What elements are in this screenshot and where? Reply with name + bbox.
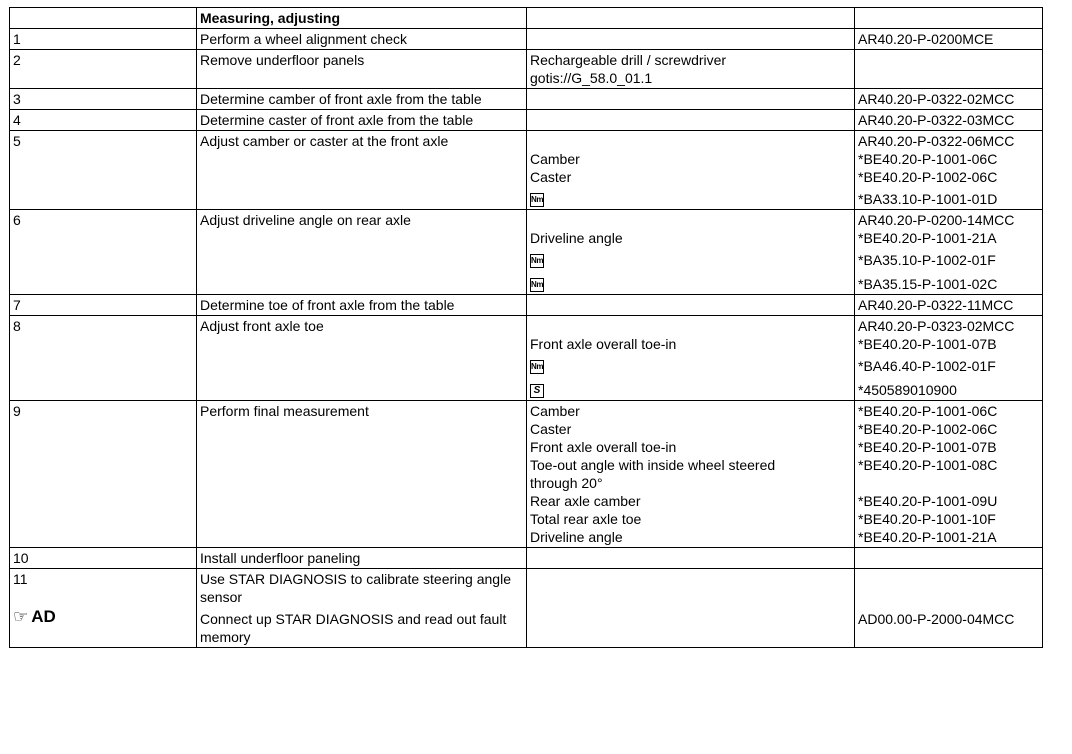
spec-label: Front axle overall toe-in (530, 336, 677, 352)
table-row (10, 295, 1043, 316)
step-number: 6 (10, 210, 197, 295)
step-subdescription: Connect up STAR DIAGNOSIS and read out fault memory (200, 611, 507, 645)
table-row (10, 401, 1043, 548)
table-row (10, 316, 1043, 401)
document-link[interactable]: *BA35.10-P-1002-01F (858, 252, 996, 268)
step-description: Adjust front axle toe (197, 316, 527, 401)
document-link[interactable]: *BA46.40-P-1002-01F (858, 358, 996, 374)
step-number: 3 (10, 89, 197, 110)
step-description: Determine toe of front axle from the table (197, 295, 527, 316)
step-description: Adjust driveline angle on rear axle (197, 210, 527, 295)
document-link[interactable]: *BE40.20-P-1001-10F (858, 511, 996, 527)
diagnosis-marker (13, 608, 56, 626)
spec-label: Front axle overall toe-in (530, 439, 677, 455)
document-link[interactable]: AR40.20-P-0322-06MCC (858, 133, 1015, 149)
step-number: 2 (10, 50, 197, 89)
spec-label: Camber (530, 403, 580, 419)
step-description: Remove underfloor panels (197, 50, 527, 89)
tool-name: Rechargeable drill / screwdriver (530, 52, 727, 68)
step-description: Determine caster of front axle from the table (197, 110, 527, 131)
document-link[interactable]: AD00.00-P-2000-04MCC (858, 611, 1015, 627)
document-link[interactable]: *450589010900 (858, 382, 957, 398)
table-row (10, 110, 1043, 131)
step-number: 10 (10, 548, 197, 569)
document-link[interactable]: *BE40.20-P-1001-21A (858, 230, 997, 246)
table-row (10, 569, 1043, 648)
torque-icon[interactable]: Nm (530, 193, 544, 207)
spec-label: Driveline angle (530, 230, 623, 246)
document-link[interactable]: AR40.20-P-0200MCE (855, 29, 1043, 50)
spec-label: Caster (530, 421, 572, 437)
diagnosis-label: AD (31, 607, 56, 626)
document-link[interactable]: AR40.20-P-0322-02MCC (855, 89, 1043, 110)
step-description: Perform final measurement (197, 401, 527, 548)
document-link[interactable]: *BA35.15-P-1001-02C (858, 276, 998, 292)
pointing-hand-icon: ☞ (13, 607, 29, 626)
step-number: 1 (10, 29, 197, 50)
step-number: 5 (10, 131, 197, 210)
document-link[interactable]: *BE40.20-P-1001-07B (858, 336, 997, 352)
step-number: 7 (10, 295, 197, 316)
document-link[interactable]: AR40.20-P-0323-02MCC (858, 318, 1015, 334)
torque-icon[interactable]: Nm (530, 278, 544, 292)
step-description: Install underfloor paneling (197, 548, 527, 569)
document-link[interactable]: *BE40.20-P-1001-06C (858, 403, 998, 419)
step-number: 8 (10, 316, 197, 401)
spec-label: Total rear axle toe (530, 511, 642, 527)
document-link[interactable]: AR40.20-P-0322-11MCC (855, 295, 1043, 316)
special-tool-icon[interactable]: S (530, 384, 544, 398)
document-link[interactable]: AR40.20-P-0322-03MCC (855, 110, 1043, 131)
step-description: Adjust camber or caster at the front axle (197, 131, 527, 210)
step-number: 11 (13, 571, 28, 587)
table-row (10, 50, 1043, 89)
table-row (10, 89, 1043, 110)
document-link[interactable]: *BA33.10-P-1001-01D (858, 191, 998, 207)
spec-label: Rear axle camber (530, 493, 641, 509)
table-header-row (10, 8, 1043, 29)
step-number: 9 (10, 401, 197, 548)
spec-label: Toe-out angle with inside wheel steered through 20° (530, 457, 776, 491)
step-description: Use STAR DIAGNOSIS to calibrate steering angle sensor (200, 571, 511, 605)
table-row (10, 210, 1043, 295)
tool-link[interactable]: gotis://G_58.0_01.1 (530, 70, 653, 86)
procedure-table (9, 7, 1043, 648)
spec-label: Caster (530, 169, 572, 185)
table-row (10, 131, 1043, 210)
torque-icon[interactable]: Nm (530, 254, 544, 268)
step-description: Determine camber of front axle from the table (197, 89, 527, 110)
document-link[interactable]: AR40.20-P-0200-14MCC (858, 212, 1015, 228)
section-title: Measuring, adjusting (197, 8, 527, 29)
document-link[interactable]: *BE40.20-P-1001-09U (858, 493, 998, 509)
document-link[interactable]: *BE40.20-P-1001-07B (858, 439, 997, 455)
spec-label: Driveline angle (530, 529, 623, 545)
table-row (10, 548, 1043, 569)
document-link[interactable]: *BE40.20-P-1002-06C (858, 169, 998, 185)
table-row (10, 29, 1043, 50)
step-number: 4 (10, 110, 197, 131)
document-link[interactable]: *BE40.20-P-1001-06C (858, 151, 998, 167)
document-link[interactable]: *BE40.20-P-1002-06C (858, 421, 998, 437)
document-link[interactable]: *BE40.20-P-1001-08C (858, 457, 998, 473)
torque-icon[interactable]: Nm (530, 360, 544, 374)
spec-label: Camber (530, 151, 580, 167)
document-link[interactable]: *BE40.20-P-1001-21A (858, 529, 997, 545)
step-description: Perform a wheel alignment check (197, 29, 527, 50)
